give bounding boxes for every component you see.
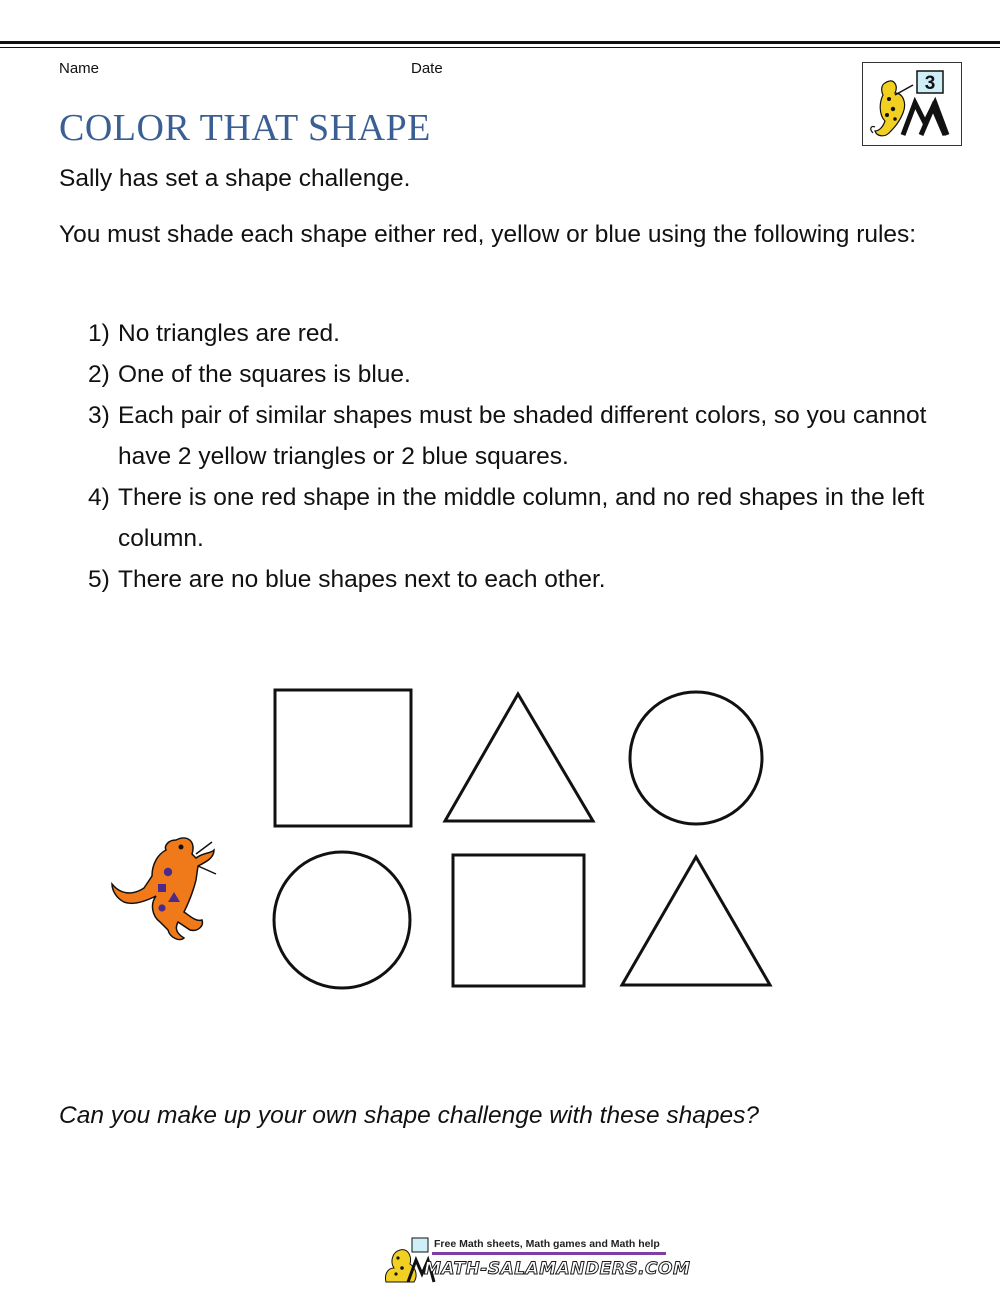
square-icon[interactable] — [453, 855, 584, 986]
rule-text: There is one red shape in the middle column, and no red shapes in the left column. — [118, 484, 925, 552]
grade-logo — [862, 62, 962, 146]
rule-item — [59, 477, 949, 559]
rule-text: No triangles are red. — [118, 320, 340, 347]
rules-list — [59, 313, 949, 600]
circle-icon[interactable] — [630, 692, 762, 824]
rule-number: 4) — [88, 484, 110, 511]
square-icon[interactable] — [275, 690, 411, 826]
triangle-icon[interactable] — [622, 857, 770, 985]
footer-tagline: Free Math sheets, Math games and Math help — [434, 1238, 660, 1250]
top-rule — [0, 41, 1000, 44]
rule-item — [59, 354, 949, 395]
salamander-icon — [112, 838, 216, 940]
closing-question: Can you make up your own shape challenge with these shapes? — [59, 1102, 760, 1129]
footer-site-name[interactable]: MATH-SALAMANDERS.COM — [424, 1259, 691, 1279]
top-rule-thin — [0, 47, 1000, 48]
rule-number: 5) — [88, 566, 110, 593]
rule-item — [59, 559, 949, 600]
rule-text: There are no blue shapes next to each other. — [118, 566, 606, 593]
shapes-grid — [0, 640, 1000, 1020]
rule-number: 1) — [88, 320, 110, 347]
instructions-sentence: You must shade each shape either red, yellow or blue using the following rules: — [59, 221, 917, 248]
triangle-icon[interactable] — [445, 694, 593, 821]
rule-number: 3) — [88, 402, 110, 429]
name-label: Name — [59, 60, 100, 77]
circle-icon[interactable] — [274, 852, 410, 988]
rule-text: Each pair of similar shapes must be shaded different colors, so you cannot have 2 yellow triangles or 2 blue squares. — [118, 402, 927, 470]
rule-number: 2) — [88, 361, 110, 388]
footer-accent-line — [432, 1252, 666, 1255]
rule-item — [59, 313, 949, 354]
rule-text: One of the squares is blue. — [118, 361, 411, 388]
grade-badge-number: 3 — [924, 73, 936, 94]
page-title: COLOR THAT SHAPE — [59, 107, 431, 149]
rule-item — [59, 395, 949, 477]
date-label: Date — [411, 60, 443, 77]
intro-sentence: Sally has set a shape challenge. — [59, 165, 411, 192]
